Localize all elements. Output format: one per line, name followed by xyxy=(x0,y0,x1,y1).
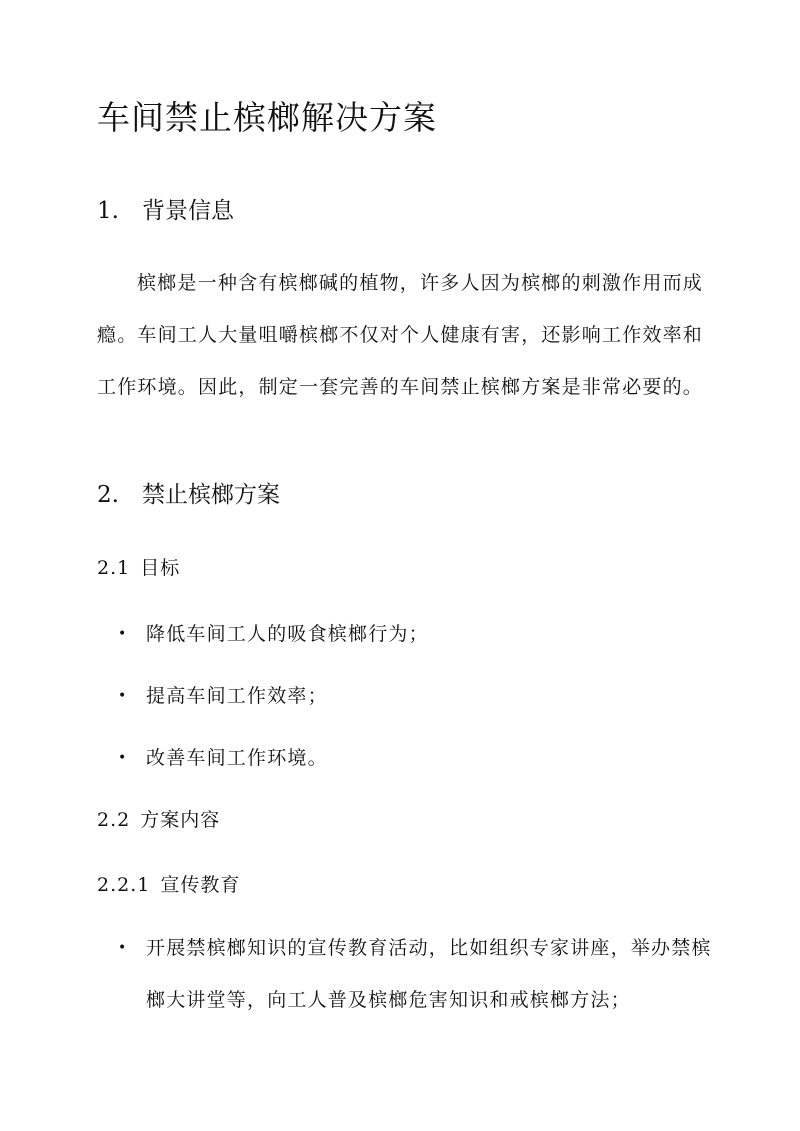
subsection-heading-goals xyxy=(97,555,180,581)
section-title: 背景信息 xyxy=(142,198,234,224)
section-heading-plan xyxy=(97,480,280,510)
list-item-text: 开展禁槟榔知识的宣传教育活动，比如组织专家讲座，举办禁槟榔大讲堂等，向工人普及槟榔危害知识和戒槟榔方法； xyxy=(146,937,712,1011)
subsection-heading-education xyxy=(97,872,240,898)
section-title: 禁止槟榔方案 xyxy=(142,482,280,508)
list-item-text: 提高车间工作效率； xyxy=(146,685,328,707)
list-item-text: 改善车间工作环境。 xyxy=(146,747,328,769)
list-item xyxy=(118,732,716,784)
subsection-title: 宣传教育 xyxy=(160,874,241,896)
background-paragraph: 槟榔是一种含有槟榔碱的植物，许多人因为槟榔的刺激作用而成瘾。车间工人大量咀嚼槟榔不仅对个人健康有害，还影响工作效率和工作环境。因此，制定一套完善的车间禁止槟榔方案是非常必要的。 xyxy=(97,272,704,398)
section-number: 2. xyxy=(97,482,119,508)
section-heading-background xyxy=(97,196,234,226)
subsection-heading-plan-content xyxy=(97,807,220,833)
subsection-number: 2.2 xyxy=(97,809,131,831)
list-item xyxy=(118,922,716,1026)
section-number: 1. xyxy=(97,198,119,224)
list-item xyxy=(118,608,716,660)
subsection-number: 2.1 xyxy=(97,557,131,579)
list-item-text: 降低车间工人的吸食槟榔行为； xyxy=(146,623,429,645)
bullet-icon: • xyxy=(118,940,128,956)
list-item xyxy=(118,670,716,722)
bullet-icon: • xyxy=(118,626,128,642)
document-title: 车间禁止槟榔解决方案 xyxy=(97,98,437,137)
bullet-icon: • xyxy=(118,688,128,704)
subsection-title: 目标 xyxy=(140,557,181,579)
subsection-number: 2.2.1 xyxy=(97,874,151,896)
bullet-icon: • xyxy=(118,750,128,766)
subsection-title: 方案内容 xyxy=(140,809,221,831)
